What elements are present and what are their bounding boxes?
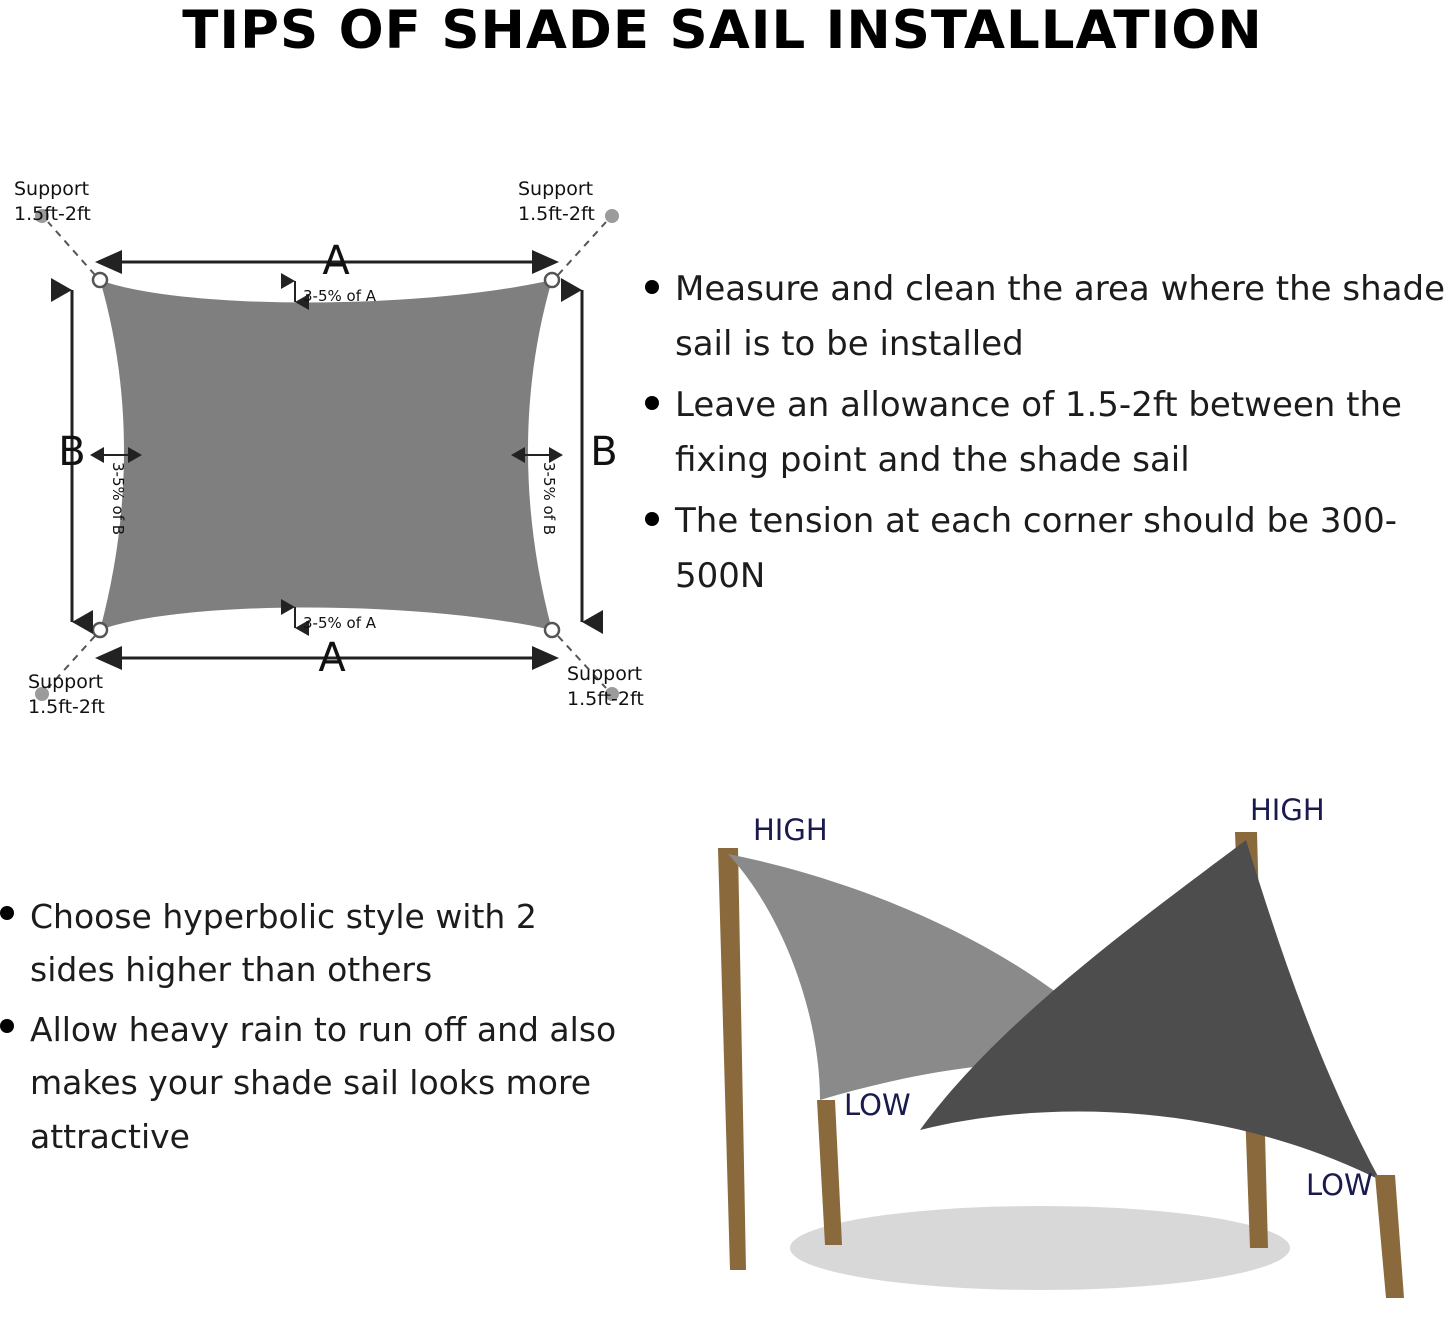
svg-text:LOW: LOW: [844, 1088, 911, 1122]
svg-text:Support: Support: [567, 663, 643, 685]
installation-tips-list: [645, 262, 1445, 610]
svg-text:3-5% of A: 3-5% of A: [303, 287, 377, 305]
svg-text:B: B: [590, 429, 618, 475]
bullet-icon: [0, 1019, 14, 1033]
bullet-icon: [645, 396, 659, 410]
svg-text:LOW: LOW: [1306, 1168, 1373, 1202]
svg-text:Support: Support: [28, 671, 104, 693]
svg-text:3-5% of A: 3-5% of A: [303, 614, 377, 632]
list-item: [0, 1003, 630, 1163]
svg-text:1.5ft-2ft: 1.5ft-2ft: [28, 696, 105, 718]
svg-text:B: B: [58, 429, 86, 475]
svg-text:Support: Support: [518, 178, 594, 200]
list-item: [645, 494, 1445, 604]
svg-text:HIGH: HIGH: [1250, 793, 1325, 827]
bullet-icon: [0, 906, 14, 920]
svg-text:3-5% of B: 3-5% of B: [540, 462, 558, 536]
svg-text:3-5% of B: 3-5% of B: [109, 462, 127, 536]
list-item-label: Measure and clean the area where the shade sail is to be installed: [675, 269, 1445, 365]
hyperbolic-sail-diagram: [620, 770, 1445, 1319]
rectangular-sail-diagram: [0, 150, 660, 730]
list-item-label: Leave an allowance of 1.5-2ft between the fixing point and the shade sail: [675, 385, 1402, 481]
list-item: [645, 262, 1445, 372]
svg-text:1.5ft-2ft: 1.5ft-2ft: [567, 688, 644, 710]
hyperbolic-tips-list: [0, 890, 630, 1169]
svg-text:1.5ft-2ft: 1.5ft-2ft: [518, 203, 595, 225]
list-item-label: Choose hyperbolic style with 2 sides higher than others: [30, 897, 537, 990]
bullet-icon: [645, 280, 659, 294]
svg-text:Support: Support: [14, 178, 90, 200]
list-item: [0, 890, 630, 997]
list-item: [645, 378, 1445, 488]
svg-text:A: A: [322, 238, 350, 284]
list-item-label: Allow heavy rain to run off and also makes your shade sail looks more attractive: [30, 1009, 617, 1156]
bullet-icon: [645, 512, 659, 526]
svg-text:A: A: [318, 635, 346, 681]
page-title: TIPS OF SHADE SAIL INSTALLATION: [182, 0, 1263, 61]
svg-text:1.5ft-2ft: 1.5ft-2ft: [14, 203, 91, 225]
list-item-label: The tension at each corner should be 300-500N: [675, 501, 1397, 597]
svg-text:HIGH: HIGH: [753, 813, 828, 847]
